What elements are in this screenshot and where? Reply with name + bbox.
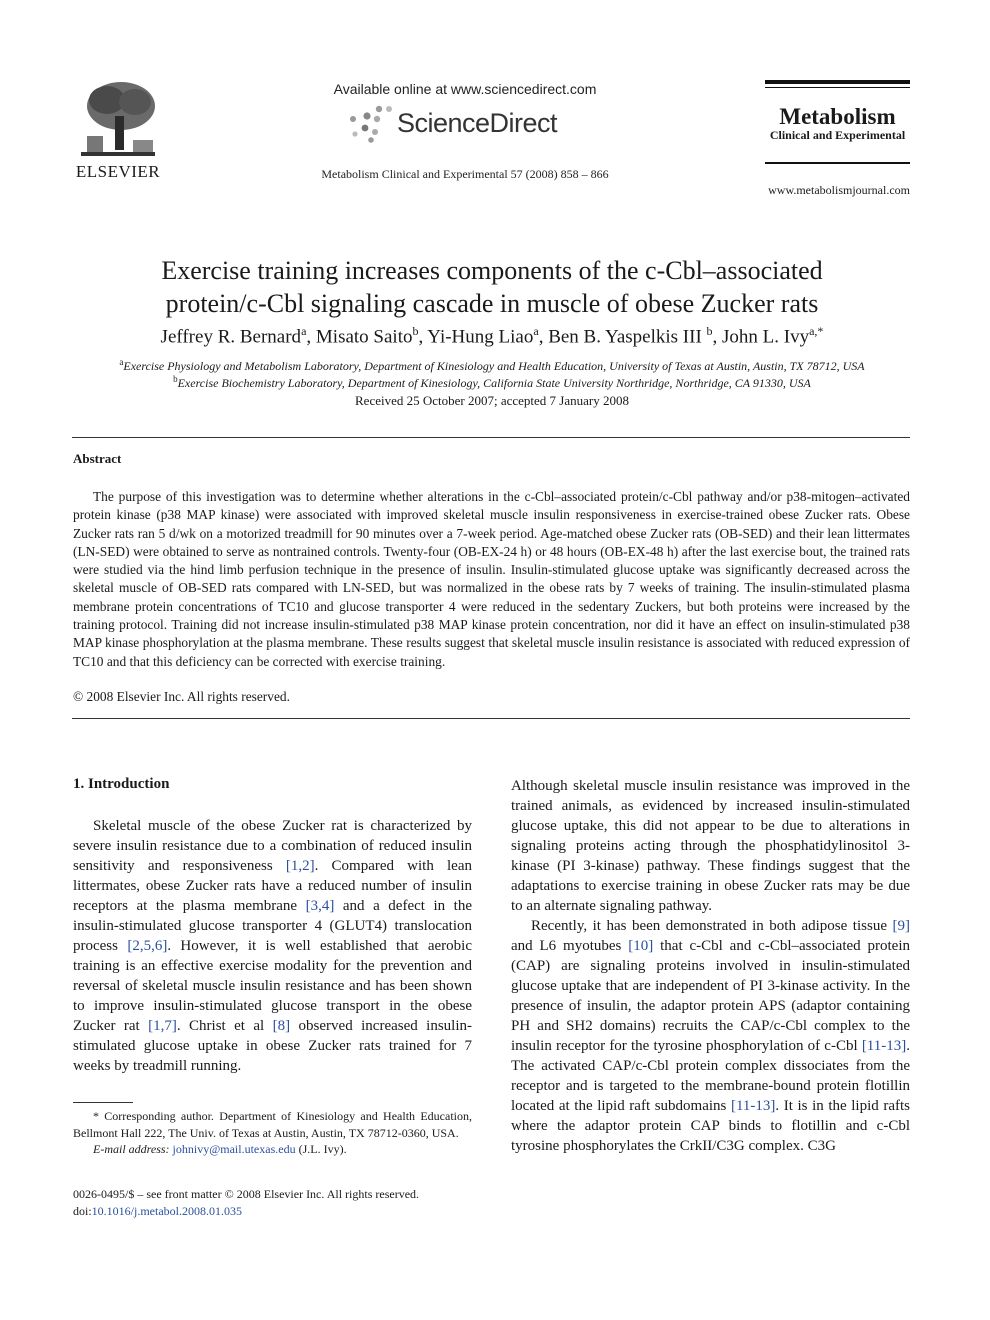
paragraph-text: . It is in the lipid rafts where the adaptor protein CAP binds to flotillin and c-Cbl tyrosine phosphorylates the CrkII/C3G complex. C3G xyxy=(511,1098,910,1154)
affiliation-text: Exercise Physiology and Metabolism Laboratory, Department of Kinesiology and Health Education, University of Texas at Austin, Austin, TX 78712, USA xyxy=(123,359,865,373)
abstract-text: The purpose of this investigation was to determine whether alterations in the c-Cbl–associated protein/c-Cbl pathway and/or p38-mitogen–activated protein kinase (p38 MAP kinase) were associated with improved skeletal muscle insulin responsiveness in exercise-trained obese Zucker rats. Obese Zucker rats ran 5 d/wk on a motorized treadmill for 90 minutes over a 7-week period. Age-matched obese Zucker rats (OB-SED) and their lean littermates (LN-SED) were obtained to serve as nontrained controls. Twenty-four (OB-EX-24 h) or 48 hours (OB-EX-48 h) after the last exercise bout, the trained rats were studied via the hind limb perfusion technique in the presence of insulin. Insulin-stimulated glucose uptake was significantly decreased across the skeletal muscle of OB-SED rats compared with LN-SED, but was normalized in the obese rats by 7 weeks of training. The insulin-stimulated plasma membrane protein concentrations of TC10 and glucose transporter 4 were reduced in the sedentary Zuckers, but both proteins were increased by the training protocol. Training did not increase insulin-stimulated p38 MAP kinase protein concentration, nor did it have an effect on insulin-stimulated p38 MAP kinase phosphorylation at the plasma membrane. These results suggest that skeletal muscle insulin resistance is associated with reduced expression of TC10 and that this deficiency can be corrected with exercise training. xyxy=(73,489,910,669)
paragraph-text: . The activated CAP/c-Cbl protein complex dissociates from the receptor and is targeted to the membrane-bound protein flotillin located at the lipid raft subdomains xyxy=(511,1038,910,1114)
article-title xyxy=(72,254,912,320)
intro-paragraph xyxy=(73,816,472,1076)
affiliation-a xyxy=(72,357,912,374)
available-online: Available online at www.sciencedirect.com xyxy=(333,81,597,97)
corresponding-footnote xyxy=(73,1108,472,1158)
sciencedirect-dots-icon xyxy=(345,104,393,144)
journal-name: Metabolism xyxy=(779,104,896,129)
abstract-heading: Abstract xyxy=(73,451,122,466)
paragraph-text: Although skeletal muscle insulin resistance was improved in the trained animals, as evidenced by increased insulin-stimulated glucose uptake, this did not appear to be due to alterations in signaling proteins acting through the phosphatidylinositol 3-kinase (PI 3-kinase) pathway. These findings suggest that the adaptations to exercise training in obese Zucker rats may be due to an alternate signaling pathway. xyxy=(511,778,910,914)
sciencedirect-wordmark: ScienceDirect xyxy=(397,108,558,138)
journal-citation: Metabolism Clinical and Experimental 57 (2008) 858 – 866 xyxy=(321,167,609,181)
intro-paragraph xyxy=(511,776,910,916)
masthead-rule xyxy=(765,87,910,88)
issn-line: 0026-0495/$ – see front matter © 2008 Elsevier Inc. All rights reserved. xyxy=(73,1187,420,1201)
author-affiliation-mark: a xyxy=(533,324,539,338)
doi-link[interactable]: 10.1016/j.metabol.2008.01.035 xyxy=(91,1204,242,1218)
footnote-rule xyxy=(73,1102,133,1103)
author-name: John L. Ivy xyxy=(722,326,810,348)
author-affiliation-mark: a,* xyxy=(809,324,824,338)
affiliation-mark: b xyxy=(173,374,178,384)
author-name: Ben B. Yaspelkis III xyxy=(548,326,707,348)
corresponding-author: * Corresponding author. Department of Kinesiology and Health Education, Bellmont Hall 222, The Univ. of Texas at Austin, Austin, TX 78712-0360, USA. xyxy=(73,1109,472,1140)
divider xyxy=(72,718,910,719)
paragraph-text: . Compared with lean littermates, obese Zucker rats have a reduced number of insulin receptors at the plasma membrane xyxy=(73,858,472,914)
paragraph-text: that c-Cbl and c-Cbl–associated protein (CAP) are signaling proteins involved in insulin-stimulated glucose uptake that are independent of PI 3-kinase activity. In the presence of insulin, the adaptor protein APS (adaptor containing PH and SH2 domains) recruits the CAP/c-Cbl complex to the insulin receptor for the tyrosine phosphorylation of c-Cbl xyxy=(511,938,910,1054)
left-column xyxy=(73,816,472,1076)
affiliation-mark: a xyxy=(119,357,124,367)
journal-masthead xyxy=(765,80,910,164)
affiliation-text: Exercise Biochemistry Laboratory, Department of Kinesiology, California State University Northridge, Northridge, CA 91330, USA xyxy=(177,376,811,390)
paragraph-text: . Christ et al xyxy=(176,1018,273,1034)
author-name: Yi-Hung Liao xyxy=(427,326,534,348)
intro-paragraph xyxy=(511,916,910,1156)
divider xyxy=(72,437,910,438)
author-separator: , xyxy=(538,326,549,348)
masthead-rule xyxy=(765,162,910,164)
reference-link[interactable]: [1,2] xyxy=(285,858,315,874)
masthead-rule xyxy=(765,80,910,84)
reference-link[interactable]: [10] xyxy=(628,938,654,954)
author-name: Misato Saito xyxy=(315,326,413,348)
title-line: Exercise training increases components of the c-Cbl–associated xyxy=(161,256,823,285)
reference-link[interactable]: [11-13] xyxy=(861,1038,907,1054)
email-link[interactable]: johnivy@mail.utexas.edu xyxy=(172,1142,296,1156)
elsevier-tree-icon xyxy=(77,78,159,160)
right-column xyxy=(511,776,910,1156)
abstract-copyright: © 2008 Elsevier Inc. All rights reserved. xyxy=(73,689,290,704)
author-separator: , xyxy=(306,326,316,348)
doi-label: doi: xyxy=(73,1204,92,1218)
journal-subtitle: Clinical and Experimental xyxy=(769,128,906,142)
reference-link[interactable]: [1,7] xyxy=(148,1018,177,1034)
paragraph-text: and L6 myotubes xyxy=(511,938,629,954)
paragraph-text: and a defect in the insulin-stimulated glucose transporter 4 (GLUT4) translocation process xyxy=(73,898,472,954)
affiliation-b xyxy=(72,374,912,391)
sciencedirect-logo xyxy=(345,102,595,148)
author-separator: , xyxy=(418,326,428,348)
author-name: Jeffrey R. Bernard xyxy=(160,326,302,348)
email-label: E-mail address: xyxy=(93,1142,170,1156)
reference-link[interactable]: [2,5,6] xyxy=(127,938,168,954)
paragraph-text: . However, it is well established that aerobic training is an effective exercise modality for the prevention and reversal of skeletal muscle insulin resistance and has been shown to improve insulin-stimulated glucose transport in the obese Zucker rat xyxy=(73,938,472,1034)
issn-block xyxy=(73,1186,493,1220)
reference-link[interactable]: [8] xyxy=(272,1018,291,1034)
elsevier-logo xyxy=(72,78,164,182)
author-affiliation-mark: b xyxy=(706,324,713,338)
elsevier-wordmark: ELSEVIER xyxy=(75,162,161,181)
reference-link[interactable]: [11-13] xyxy=(730,1098,776,1114)
title-line: protein/c-Cbl signaling cascade in muscle of obese Zucker rats xyxy=(165,289,819,318)
journal-url[interactable]: www.metabolismjournal.com xyxy=(768,183,910,197)
reference-link[interactable]: [3,4] xyxy=(305,898,335,914)
reference-link[interactable]: [9] xyxy=(892,918,910,934)
received-dates: Received 25 October 2007; accepted 7 January 2008 xyxy=(355,393,629,408)
author-separator: , xyxy=(712,326,723,348)
author-affiliation-mark: a xyxy=(301,324,307,338)
author-list xyxy=(72,324,912,348)
paragraph-text: Skeletal muscle of the obese Zucker rat is characterized by severe insulin resistance due to a combination of reduced insulin sensitivity and responsiveness xyxy=(73,818,472,874)
paragraph-text: observed increased insulin-stimulated glucose uptake in obese Zucker rats trained for 7 weeks by treadmill running. xyxy=(73,1018,473,1074)
paragraph-text: Recently, it has been demonstrated in both adipose tissue xyxy=(531,918,893,934)
email-suffix: (J.L. Ivy). xyxy=(295,1142,347,1156)
section-heading: 1. Introduction xyxy=(73,776,170,792)
author-affiliation-mark: b xyxy=(412,324,419,338)
